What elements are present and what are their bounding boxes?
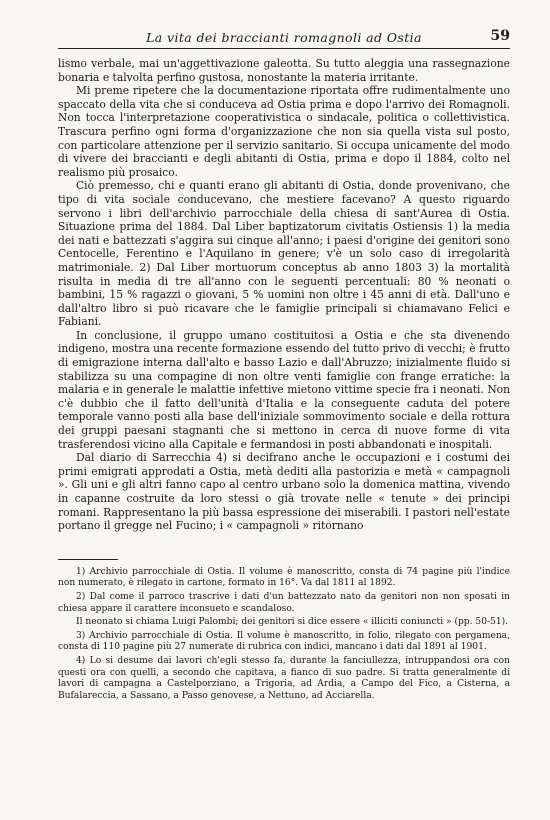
- paragraph: In conclusione, il gruppo umano costituitosi a Ostia e che sta divenendo indigeno, mostra una recente formazione essendo del tutto privo di vecchi; è frutto di emigrazione interna dall'alto e basso Lazio e dall'Abruzzo; inizialmente fluido si stabilizza su una compagine di non oltre venti famiglie con frange erratiche: la malaria e in generale le malattie infettive mietono vittime specie fra i neonati. Non c'è dubbio che il fatto dell'unità d'Italia e la conseguente caduta del potere temporale vanno posti alla base dell'iniziale sommovimento sociale e della rottura dei gruppi paesani stagnanti che si mettono in cerca di nuove forme di vita trasferendosi vicino alla Capitale e fermandosi in posti abbandonati e inospitali.: [58, 328, 510, 451]
- paragraph: lismo verbale, mai un'aggettivazione galeotta. Su tutto aleggia una rassegnazione bonaria e talvolta perfino gustosa, nonostante la materia irritante.: [58, 57, 510, 84]
- page-number: 59: [490, 28, 510, 44]
- paragraph: Mi preme ripetere che la documentazione riportata offre rudimentalmente uno spaccato della vita che si conduceva ad Ostia prima e dopo l'arrivo dei Romagnoli. Non tocca l'interpretazione cooperativistica o sindacale, politica o collettivistica. Trascura perfino ogni forma d'organizzazione che non sia quella vista sul posto, con particolare attenzione per il servizio sanitario. Si occupa unicamente del modo di vivere dei braccianti e degli abitanti di Ostia, prima e dopo il 1884, colto nel realismo più prosaico.: [58, 84, 510, 179]
- running-title: La vita dei braccianti romagnoli ad Ostia: [146, 30, 422, 45]
- paragraph: Dal diario di Sarrecchia 4) si decifrano anche le occupazioni e i costumi dei primi emigrati approdati a Ostia, metà dediti alla pastorizia e metà « campagnoli ». Gli uni e gli altri fanno capo al centro urbano solo la domenica mattina, vivendo in capanne costruite da loro stessi o già trovate nelle « tenute » dei principi romani. Rappresentano la più bassa espressione dei miserabili. I pastori nell'estate portano il gregge nel Fucino; i « campagnoli » ritornano: [58, 451, 510, 533]
- footnote: 2) Dal come il parroco trascrive i dati d'un battezzato nato da genitori non non sposati in chiesa appare il carattere inconsueto e scandaloso.: [58, 591, 510, 614]
- footnote: 4) Lo si desume dai lavori ch'egli stesso fa, durante la fanciullezza, intruppandosi ora con questi ora con quelli, a secondo che capitava, a fianco di suo padre. Si tratta generalmente di lavori di campagna a Castelporziano, a Trigoria, ad Ardia, a Campo del Fico, a Cisterna, a Bufalareccia, a Sassano, a Passo genovese, a Nettuno, ad Acciarella.: [58, 655, 510, 701]
- main-text: [58, 57, 510, 533]
- footnote: 3) Archivio parrocchiale di Ostia. Il volume è manoscritto, in folio, rilegato con pergamena, consta di 110 pagine più 27 numerate di rubrica con indici, mancano i dati dal 1891 al 1901.: [58, 630, 510, 653]
- running-header: [58, 28, 510, 49]
- footnote-rule: [58, 559, 118, 560]
- footnote: Il neonato si chiama Luigi Palombi; dei genitori si dice essere « illiciti coniuncti » (pp. 50-51).: [76, 617, 509, 628]
- footnote: 1) Archivio parrocchiale di Ostia. Il volume è manoscritto, consta di 74 pagine più l'indice non numerato, è rilegato in cartone, formato in 16°. Va dal 1811 al 1892.: [58, 566, 510, 589]
- paragraph: Ciò premesso, chi e quanti erano gli abitanti di Ostia, donde provenivano, che tipo di vita sociale conducevano, che mestiere facevano? A questo riguardo servono i libri dell'archivio parrocchiale della chiesa di sant'Aurea di Ostia. Situazione prima del 1884. Dal Liber baptizatorum civitatis Ostiensis 1) la media dei nati e battezzati s'aggira sui cinque all'anno; i paesi d'origine dei genitori sono Centocelle, Ferentino e l'Aquilano in genere; v'è un solo caso di irregolarità matrimoniale. 2) Dal Liber mortuorum conceptus ab anno 1803 3) la mortalità risulta in media di tre all'anno con le seguenti percentuali: 80 % neonati o bambini, 15 % ragazzi o giovani, 5 % uomini non oltre i 45 anni di età. Dall'uno e dall'altro libro si può ricavare che le famiglie principali si chiamavano Felici e Fabiani.: [58, 179, 510, 329]
- footnotes: [58, 559, 510, 703]
